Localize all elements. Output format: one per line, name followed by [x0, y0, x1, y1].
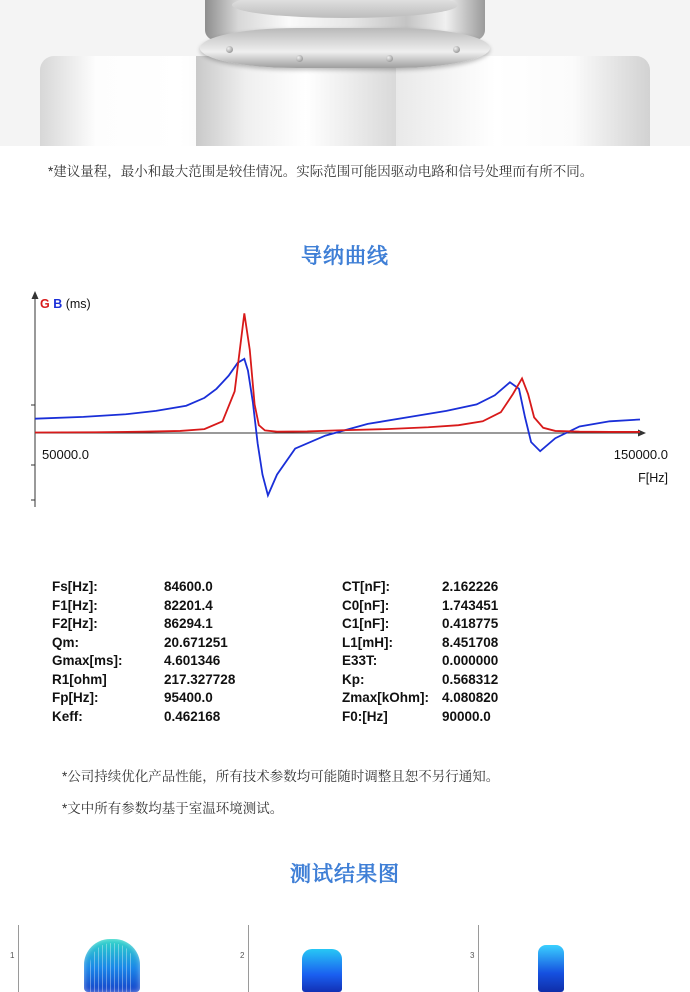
mode-shape-2 — [302, 949, 342, 992]
parameter-row — [52, 652, 632, 671]
parameter-cell: Kp: — [342, 671, 365, 687]
parameter-row — [52, 615, 632, 634]
spec-note-top: *建议量程，最小和最大范围是较佳情况。实际范围可能因驱动电路和信号处理而有所不同。 — [48, 164, 594, 179]
parameter-cell: 20.671251 — [164, 634, 228, 650]
parameter-cell: E33T: — [342, 653, 378, 668]
product-photo — [0, 0, 690, 146]
parameter-row — [52, 708, 632, 727]
result-tick-label: 3 — [470, 951, 475, 960]
parameter-cell: 86294.1 — [164, 616, 213, 631]
x-axis-label: F[Hz] — [638, 471, 668, 485]
parameter-cell: Zmax[kOhm]: — [342, 690, 430, 705]
parameter-cell: CT[nF]: — [342, 579, 390, 594]
parameter-cell: C0[nF]: — [342, 597, 390, 613]
parameter-cell: 95400.0 — [164, 690, 213, 705]
metal-flange — [200, 28, 490, 68]
section-title-test-results: 测试结果图 — [290, 863, 400, 886]
parameter-row — [52, 689, 632, 708]
x-axis-tick-max: 150000.0 — [613, 447, 668, 462]
parameter-row — [52, 634, 632, 653]
parameter-cell: 90000.0 — [442, 708, 491, 724]
bolt-icon — [386, 55, 393, 62]
parameter-cell: 82201.4 — [164, 597, 213, 613]
parameter-cell: 0.568312 — [442, 671, 499, 687]
parameter-cell: Fp[Hz]: — [52, 690, 99, 705]
mode-shape-1 — [84, 939, 140, 992]
parameter-row — [52, 671, 632, 690]
parameter-cell: Qm: — [52, 634, 79, 650]
result-image-3 — [460, 925, 690, 992]
mode-shape-3 — [538, 945, 564, 992]
parameter-cell: Fs[Hz]: — [52, 579, 98, 594]
bolt-icon — [453, 46, 460, 53]
parameter-table — [52, 578, 632, 726]
result-axis — [478, 925, 479, 992]
parameter-cell: 84600.0 — [164, 579, 213, 594]
parameter-cell: 4.601346 — [164, 653, 221, 668]
bolt-icon — [226, 46, 233, 53]
parameter-cell: 8.451708 — [442, 634, 499, 650]
result-image-2 — [230, 925, 460, 992]
parameter-cell: L1[mH]: — [342, 634, 393, 650]
result-image-1 — [0, 925, 230, 992]
result-tick-label: 1 — [10, 951, 15, 960]
parameter-cell: R1[ohm] — [52, 671, 107, 687]
parameter-cell: F2[Hz]: — [52, 616, 98, 631]
legend-series-b: B — [53, 297, 63, 311]
parameter-cell: 0.462168 — [164, 708, 221, 724]
section-title-admittance-curve: 导纳曲线 — [301, 245, 389, 268]
y-axis-arrow-icon — [32, 291, 39, 299]
parameter-cell: Gmax[ms]: — [52, 653, 123, 668]
parameter-cell: C1[nF]: — [342, 616, 390, 631]
legend-series-g: G — [40, 297, 50, 311]
admittance-chart — [0, 285, 690, 565]
result-axis — [18, 925, 19, 992]
chart-y-unit: (ms) — [65, 297, 91, 311]
chart-plot-area — [0, 285, 690, 515]
parameter-cell: 0.418775 — [442, 616, 499, 631]
bolt-icon — [296, 55, 303, 62]
disclaimer-note-1: *公司持续优化产品性能，所有技术参数均可能随时调整且恕不另行通知。 — [62, 769, 500, 784]
test-result-images — [0, 925, 690, 992]
result-axis — [248, 925, 249, 992]
housing-right — [392, 56, 650, 146]
parameter-row — [52, 578, 632, 597]
parameter-cell: Keff: — [52, 708, 83, 724]
housing-center — [196, 56, 396, 146]
parameter-cell: F0:[Hz] — [342, 708, 388, 724]
parameter-cell: 0.000000 — [442, 653, 499, 668]
parameter-cell: 4.080820 — [442, 690, 499, 705]
parameter-row — [52, 597, 632, 616]
x-axis-arrow-icon — [638, 430, 646, 437]
parameter-cell: 2.162226 — [442, 579, 499, 594]
disclaimer-note-2: *文中所有参数均基于室温环境测试。 — [62, 801, 284, 816]
parameter-cell: F1[Hz]: — [52, 597, 98, 613]
series-line-b — [35, 359, 640, 496]
parameter-cell: 1.743451 — [442, 597, 499, 613]
result-tick-label: 2 — [240, 951, 245, 960]
parameter-grid — [52, 578, 632, 726]
x-axis-tick-min: 50000.0 — [42, 447, 89, 462]
parameter-cell: 217.327728 — [164, 671, 236, 687]
